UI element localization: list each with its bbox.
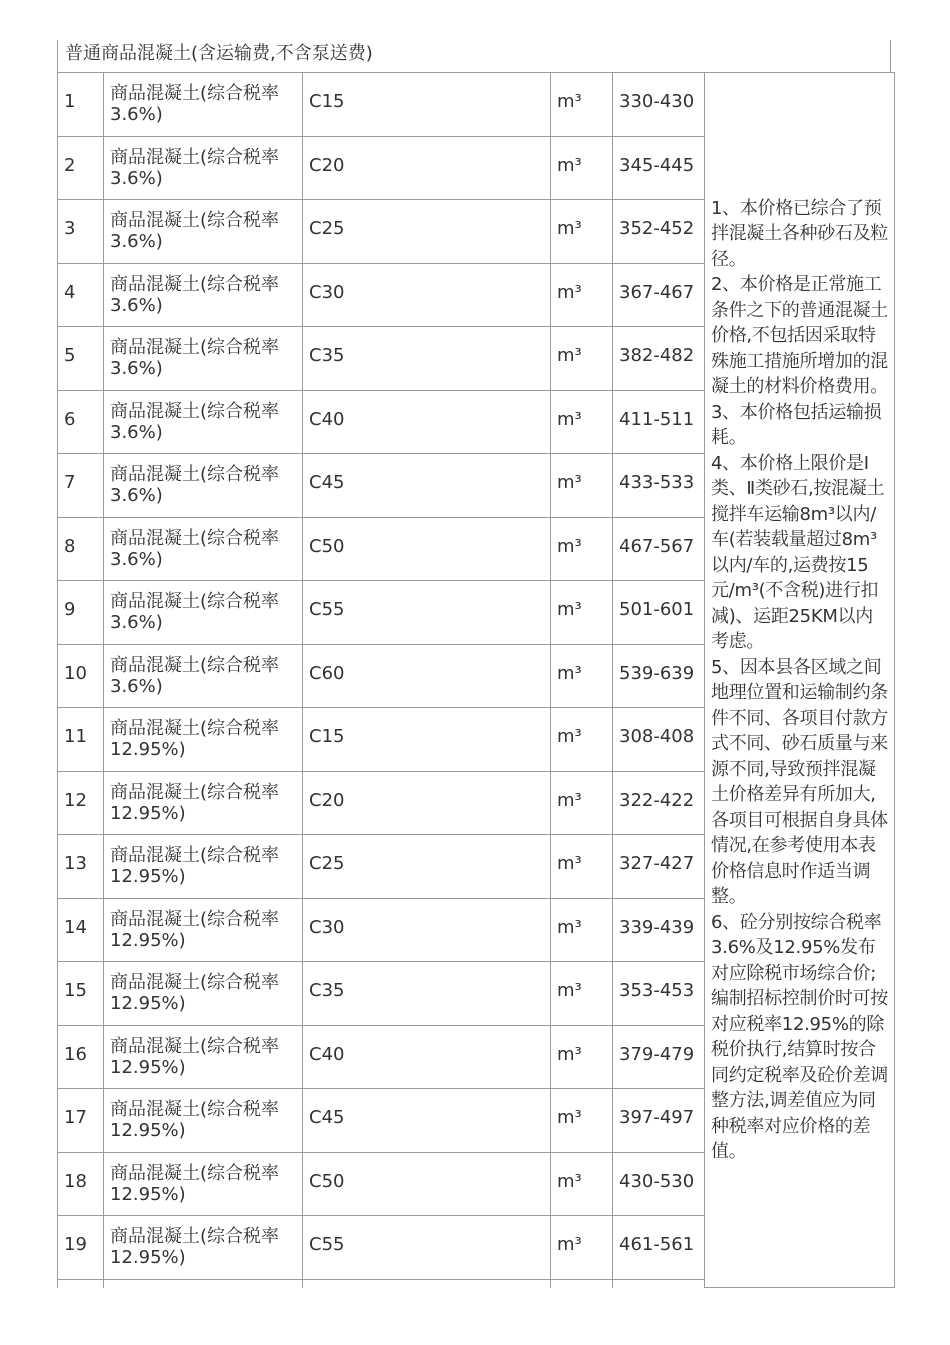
- material-name-cell: [104, 1089, 303, 1153]
- price-range: 327-427: [619, 853, 695, 875]
- row-number-cell: [58, 962, 104, 1026]
- material-name-cell: [104, 962, 303, 1026]
- grade-cell: [303, 1025, 551, 1089]
- unit-cell: [551, 327, 613, 391]
- unit-cell: [551, 1152, 613, 1216]
- unit: m³: [557, 916, 582, 938]
- grade-cell: [303, 73, 551, 137]
- material-name-cell: [104, 263, 303, 327]
- material-name-cell: [104, 835, 303, 899]
- unit-cell: [551, 581, 613, 645]
- grade: C35: [309, 980, 345, 1002]
- grade-cell: [303, 200, 551, 264]
- price-cell: [613, 708, 705, 772]
- row-number-cell: [58, 708, 104, 772]
- grade-cell: [303, 390, 551, 454]
- material-name: 商品混凝土(综合税率3.6%): [110, 273, 280, 316]
- unit-cell: [551, 390, 613, 454]
- price-range: 501-601: [619, 599, 695, 621]
- row-number-cell: [58, 454, 104, 518]
- row-number-cell: [58, 644, 104, 708]
- material-name-cell: [104, 898, 303, 962]
- material-name: 商品混凝土(综合税率3.6%): [110, 591, 280, 634]
- row-number: 17: [64, 1107, 87, 1129]
- unit: m³: [557, 1107, 582, 1129]
- unit-cell: [551, 835, 613, 899]
- grade-cell: [303, 708, 551, 772]
- price-range: 367-467: [619, 281, 695, 303]
- grade: C40: [309, 1043, 345, 1065]
- unit: m³: [557, 853, 582, 875]
- unit: m³: [557, 535, 582, 557]
- row-number-cell: [58, 1216, 104, 1280]
- row-number: 6: [64, 408, 76, 430]
- material-name: 商品混凝土(综合税率3.6%): [110, 400, 280, 443]
- row-number-cell: [58, 390, 104, 454]
- row-number-cell: [58, 327, 104, 391]
- grade: C50: [309, 535, 345, 557]
- section-header: 普通商品混凝土(含运输费,不含泵送费): [57, 40, 891, 73]
- unit: m³: [557, 91, 582, 113]
- unit: m³: [557, 281, 582, 303]
- row-number: 15: [64, 980, 87, 1002]
- price-range: 539-639: [619, 662, 695, 684]
- unit-cell: [551, 200, 613, 264]
- material-name: 商品混凝土(综合税率3.6%): [110, 527, 280, 570]
- material-name: 商品混凝土(综合税率12.95%): [110, 908, 280, 951]
- material-name-cell: [104, 517, 303, 581]
- price-range: 352-452: [619, 218, 695, 240]
- unit: m³: [557, 599, 582, 621]
- unit: m³: [557, 408, 582, 430]
- unit-cell: [551, 771, 613, 835]
- price-table: [57, 72, 895, 1288]
- price-cell: [613, 1025, 705, 1089]
- grade: C30: [309, 916, 345, 938]
- material-name: 商品混凝土(综合税率3.6%): [110, 83, 280, 126]
- grade: C60: [309, 662, 345, 684]
- row-number-cell: [58, 835, 104, 899]
- grade-cell: [303, 263, 551, 327]
- row-number: 18: [64, 1170, 87, 1192]
- grade: C25: [309, 853, 345, 875]
- row-number-cell: [58, 581, 104, 645]
- material-name: 商品混凝土(综合税率12.95%): [110, 972, 280, 1015]
- material-name: 商品混凝土(综合税率3.6%): [110, 210, 280, 253]
- price-range: 379-479: [619, 1043, 695, 1065]
- unit-cell: [551, 644, 613, 708]
- price-range: 330-430: [619, 91, 695, 113]
- unit-cell: [551, 962, 613, 1026]
- price-cell: [613, 835, 705, 899]
- row-number-cell: [58, 1152, 104, 1216]
- grade-cell: [303, 962, 551, 1026]
- grade-cell: [303, 136, 551, 200]
- price-range: 353-453: [619, 980, 695, 1002]
- row-number: 19: [64, 1234, 87, 1256]
- price-range: 382-482: [619, 345, 695, 367]
- price-range: 308-408: [619, 726, 695, 748]
- unit: m³: [557, 472, 582, 494]
- price-cell: [613, 581, 705, 645]
- price-cell: [613, 263, 705, 327]
- price-cell: [613, 771, 705, 835]
- notes-cell: [705, 73, 895, 1288]
- grade-cell: [303, 1216, 551, 1280]
- price-cell: [613, 390, 705, 454]
- price-table-body: [58, 73, 895, 1288]
- grade-cell: [303, 644, 551, 708]
- row-number: 3: [64, 218, 76, 240]
- row-number-cell: [58, 73, 104, 137]
- price-cell: [613, 517, 705, 581]
- row-number: 11: [64, 726, 87, 748]
- price-cell: [613, 644, 705, 708]
- price-range: 467-567: [619, 535, 695, 557]
- price-cell: [613, 1216, 705, 1280]
- price-cell: [613, 136, 705, 200]
- note-item: 6、砼分别按综合税率3.6%及12.95%发布对应除税市场综合价;编制招标控制价时可按对应税率12.95%的除税价执行,结算时按合同约定税率及砼价差调整方法,调差值应为同种税率对应价格的差值。: [711, 911, 888, 1162]
- unit-cell: [551, 454, 613, 518]
- unit: m³: [557, 726, 582, 748]
- price-cell: [613, 73, 705, 137]
- material-name: 商品混凝土(综合税率3.6%): [110, 464, 280, 507]
- material-name-cell: [104, 390, 303, 454]
- material-name-cell: [104, 200, 303, 264]
- row-number-cell: [58, 1089, 104, 1153]
- grade: C25: [309, 218, 345, 240]
- price-range: 461-561: [619, 1234, 695, 1256]
- material-name-cell: [104, 644, 303, 708]
- unit-cell: [551, 136, 613, 200]
- price-range: 397-497: [619, 1107, 695, 1129]
- row-number-cell: [58, 263, 104, 327]
- price-cell: [613, 1152, 705, 1216]
- grade: C15: [309, 726, 345, 748]
- row-number: 2: [64, 154, 76, 176]
- material-name: 商品混凝土(综合税率12.95%): [110, 718, 280, 761]
- row-number-cell: [58, 1025, 104, 1089]
- row-number: 8: [64, 535, 76, 557]
- grade-cell: [303, 454, 551, 518]
- material-name-cell: [104, 73, 303, 137]
- grade: C45: [309, 1107, 345, 1129]
- material-name-cell: [104, 1152, 303, 1216]
- grade: C35: [309, 345, 345, 367]
- unit-cell: [551, 1216, 613, 1280]
- unit-cell: [551, 517, 613, 581]
- grade-cell: [303, 1152, 551, 1216]
- empty-cell: [58, 1279, 104, 1288]
- unit-cell: [551, 1089, 613, 1153]
- row-number-cell: [58, 200, 104, 264]
- row-number: 1: [64, 91, 76, 113]
- material-name-cell: [104, 136, 303, 200]
- note-item: 3、本价格包括运输损耗。: [711, 401, 882, 448]
- material-name-cell: [104, 581, 303, 645]
- price-cell: [613, 454, 705, 518]
- material-name-cell: [104, 454, 303, 518]
- row-number: 9: [64, 599, 76, 621]
- grade: C20: [309, 154, 345, 176]
- price-cell: [613, 898, 705, 962]
- row-number-cell: [58, 771, 104, 835]
- price-range: 339-439: [619, 916, 695, 938]
- unit: m³: [557, 980, 582, 1002]
- unit-cell: [551, 708, 613, 772]
- material-name: 商品混凝土(综合税率12.95%): [110, 1035, 280, 1078]
- material-name-cell: [104, 771, 303, 835]
- grade-cell: [303, 1089, 551, 1153]
- grade-cell: [303, 898, 551, 962]
- material-name: 商品混凝土(综合税率12.95%): [110, 781, 280, 824]
- material-name-cell: [104, 1025, 303, 1089]
- grade: C45: [309, 472, 345, 494]
- unit-cell: [551, 73, 613, 137]
- note-item: 5、因本县各区域之间地理位置和运输制约条件不同、各项目付款方式不同、砂石质量与来源不同,导致预拌混凝土价格差异有所加大,各项目可根据自身具体情况,在参考使用本表价格信息时作适当调整。: [711, 656, 888, 907]
- table-row: [58, 73, 895, 137]
- material-name: 商品混凝土(综合税率12.95%): [110, 1162, 280, 1205]
- note-item: 2、本价格是正常施工条件之下的普通混凝土价格,不包括因采取特殊施工措施所增加的混凝土的材料价格费用。: [711, 274, 888, 397]
- material-name: 商品混凝土(综合税率3.6%): [110, 337, 280, 380]
- grade: C40: [309, 408, 345, 430]
- unit-cell: [551, 898, 613, 962]
- row-number: 5: [64, 345, 76, 367]
- price-cell: [613, 1089, 705, 1153]
- row-number-cell: [58, 517, 104, 581]
- material-name: 商品混凝土(综合税率12.95%): [110, 1099, 280, 1142]
- grade: C20: [309, 789, 345, 811]
- unit: m³: [557, 789, 582, 811]
- note-item: 1、本价格已综合了预拌混凝土各种砂石及粒径。: [711, 197, 888, 270]
- grade: C15: [309, 91, 345, 113]
- note-item: 4、本价格上限价是Ⅰ类、Ⅱ类砂石,按混凝土搅拌车运输8m³以内/车(若装载量超过8m³以内/车的,运费按15元/m³(不含税)进行扣减)、运距25KM以内考虑。: [711, 452, 885, 652]
- grade: C50: [309, 1170, 345, 1192]
- price-cell: [613, 200, 705, 264]
- empty-cell: [303, 1279, 551, 1288]
- unit: m³: [557, 1043, 582, 1065]
- empty-cell: [613, 1279, 705, 1288]
- unit: m³: [557, 345, 582, 367]
- unit: m³: [557, 218, 582, 240]
- unit: m³: [557, 662, 582, 684]
- grade-cell: [303, 327, 551, 391]
- row-number: 14: [64, 916, 87, 938]
- empty-cell: [104, 1279, 303, 1288]
- unit-cell: [551, 1025, 613, 1089]
- grade-cell: [303, 517, 551, 581]
- row-number: 7: [64, 472, 76, 494]
- unit: m³: [557, 1170, 582, 1192]
- row-number: 16: [64, 1043, 87, 1065]
- row-number: 10: [64, 662, 87, 684]
- row-number: 12: [64, 789, 87, 811]
- material-name-cell: [104, 327, 303, 391]
- price-cell: [613, 962, 705, 1026]
- grade-cell: [303, 581, 551, 645]
- price-range: 322-422: [619, 789, 695, 811]
- row-number-cell: [58, 136, 104, 200]
- grade: C30: [309, 281, 345, 303]
- price-range: 411-511: [619, 408, 695, 430]
- price-range: 345-445: [619, 154, 695, 176]
- grade-cell: [303, 771, 551, 835]
- material-name: 商品混凝土(综合税率12.95%): [110, 845, 280, 888]
- row-number: 4: [64, 281, 76, 303]
- material-name: 商品混凝土(综合税率3.6%): [110, 146, 280, 189]
- unit: m³: [557, 154, 582, 176]
- unit-cell: [551, 263, 613, 327]
- row-number-cell: [58, 898, 104, 962]
- price-cell: [613, 327, 705, 391]
- empty-cell: [551, 1279, 613, 1288]
- material-name-cell: [104, 708, 303, 772]
- price-range: 430-530: [619, 1170, 695, 1192]
- grade: C55: [309, 599, 345, 621]
- material-name: 商品混凝土(综合税率12.95%): [110, 1226, 280, 1269]
- grade-cell: [303, 835, 551, 899]
- material-name-cell: [104, 1216, 303, 1280]
- price-range: 433-533: [619, 472, 695, 494]
- unit: m³: [557, 1234, 582, 1256]
- grade: C55: [309, 1234, 345, 1256]
- material-name: 商品混凝土(综合税率3.6%): [110, 654, 280, 697]
- row-number: 13: [64, 853, 87, 875]
